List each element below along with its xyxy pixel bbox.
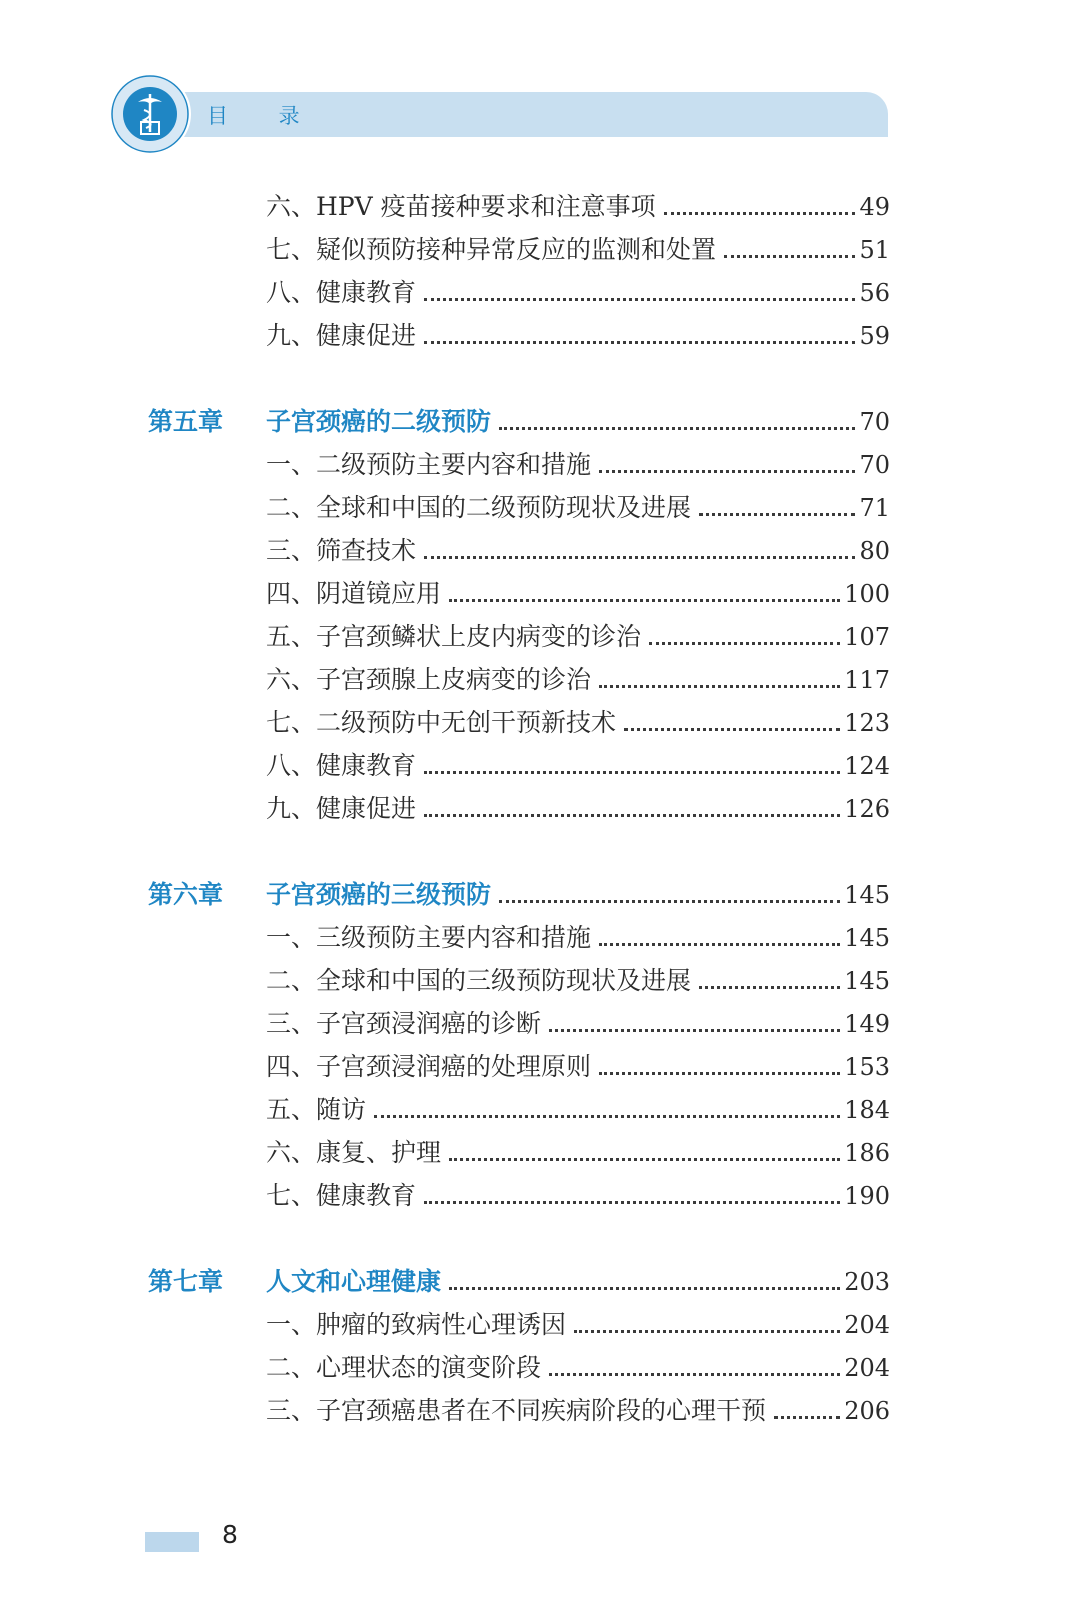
entry-page-number: 206	[844, 1397, 890, 1425]
entry-title: 六、子宫颈腺上皮病变的诊治	[266, 665, 592, 694]
entry-page-number: 203	[844, 1268, 890, 1296]
toc-entry[interactable]	[266, 660, 890, 700]
entry-title: 三、子宫颈浸润癌的诊断	[266, 1009, 542, 1038]
dot-leader	[724, 255, 855, 258]
entry-page-number: 145	[844, 924, 890, 952]
entry-title: 八、健康教育	[266, 278, 417, 307]
entry-title: 二、全球和中国的二级预防现状及进展	[266, 493, 692, 522]
dot-leader	[424, 298, 855, 301]
entry-page-number: 107	[844, 623, 890, 651]
dot-leader	[599, 943, 840, 946]
entry-title: 九、健康促进	[266, 794, 417, 823]
entry-page-number: 100	[844, 580, 890, 608]
entry-page-number: 124	[844, 752, 890, 780]
dot-leader	[424, 814, 840, 817]
entry-page-number: 153	[844, 1053, 890, 1081]
toc-entry[interactable]	[266, 1305, 890, 1345]
dot-leader	[549, 1029, 840, 1032]
dot-leader	[424, 1201, 840, 1204]
entry-page-number: 56	[859, 279, 890, 307]
dot-leader	[664, 212, 856, 215]
dot-leader	[774, 1416, 840, 1419]
entry-title: 三、筛查技术	[266, 536, 417, 565]
entry-title: 一、三级预防主要内容和措施	[266, 923, 592, 952]
toc-entry[interactable]	[266, 488, 890, 528]
toc-chapter-entry[interactable]	[148, 1262, 890, 1302]
entry-title: 二、全球和中国的三级预防现状及进展	[266, 966, 692, 995]
toc-entry[interactable]	[266, 316, 890, 356]
dot-leader	[449, 1287, 840, 1290]
entry-title: 四、子宫颈浸润癌的处理原则	[266, 1052, 592, 1081]
chapter-number: 第七章	[148, 1267, 224, 1296]
toc-entry[interactable]	[266, 574, 890, 614]
entry-page-number: 117	[844, 666, 890, 694]
entry-page-number: 186	[844, 1139, 890, 1167]
toc-entry[interactable]	[266, 1090, 890, 1130]
entry-title: 一、肿瘤的致病性心理诱因	[266, 1310, 567, 1339]
toc-entry[interactable]	[266, 1047, 890, 1087]
toc-entry[interactable]	[266, 1391, 890, 1431]
dot-leader	[499, 900, 840, 903]
dot-leader	[449, 599, 840, 602]
toc-entry[interactable]	[266, 703, 890, 743]
toc-entry[interactable]	[266, 961, 890, 1001]
page-number: 8	[222, 1520, 238, 1549]
toc-chapter-entry[interactable]	[148, 875, 890, 915]
entry-title: 子宫颈癌的二级预防	[266, 407, 492, 436]
entry-page-number: 145	[844, 967, 890, 995]
dot-leader	[599, 685, 840, 688]
entry-page-number: 71	[859, 494, 890, 522]
entry-page-number: 149	[844, 1010, 890, 1038]
entry-title: 五、子宫颈鳞状上皮内病变的诊治	[266, 622, 642, 651]
entry-title: 二、心理状态的演变阶段	[266, 1353, 542, 1382]
entry-page-number: 49	[859, 193, 890, 221]
dot-leader	[599, 1072, 840, 1075]
entry-page-number: 70	[859, 408, 890, 436]
medical-emblem-icon	[108, 72, 192, 156]
chapter-number: 第五章	[148, 407, 224, 436]
entry-title: 四、阴道镜应用	[266, 579, 442, 608]
toc-entry[interactable]	[266, 230, 890, 270]
dot-leader	[449, 1158, 840, 1161]
entry-title: 六、康复、护理	[266, 1138, 442, 1167]
dot-leader	[599, 470, 855, 473]
entry-page-number: 80	[859, 537, 890, 565]
entry-page-number: 204	[844, 1354, 890, 1382]
entry-title: 一、二级预防主要内容和措施	[266, 450, 592, 479]
footer-band	[145, 1532, 199, 1552]
page-header-title: 目 录	[207, 104, 322, 128]
toc-entry[interactable]	[266, 187, 890, 227]
dot-leader	[699, 513, 855, 516]
entry-page-number: 204	[844, 1311, 890, 1339]
entry-page-number: 51	[859, 236, 890, 264]
entry-page-number: 123	[844, 709, 890, 737]
dot-leader	[574, 1330, 840, 1333]
entry-title: 子宫颈癌的三级预防	[266, 880, 492, 909]
dot-leader	[649, 642, 840, 645]
dot-leader	[374, 1115, 840, 1118]
entry-title: 五、随访	[266, 1095, 367, 1124]
dot-leader	[424, 771, 840, 774]
dot-leader	[549, 1373, 840, 1376]
entry-page-number: 126	[844, 795, 890, 823]
toc-entry[interactable]	[266, 445, 890, 485]
entry-title: 七、二级预防中无创干预新技术	[266, 708, 617, 737]
toc-entry[interactable]	[266, 1133, 890, 1173]
entry-title: 八、健康教育	[266, 751, 417, 780]
entry-page-number: 145	[844, 881, 890, 909]
toc-entry[interactable]	[266, 617, 890, 657]
entry-title: 九、健康促进	[266, 321, 417, 350]
toc-chapter-entry[interactable]	[148, 402, 890, 442]
entry-page-number: 59	[859, 322, 890, 350]
toc-entry[interactable]	[266, 1176, 890, 1216]
entry-title: 六、HPV 疫苗接种要求和注意事项	[266, 192, 656, 221]
toc-entry[interactable]	[266, 531, 890, 571]
toc-entry[interactable]	[266, 918, 890, 958]
entry-page-number: 190	[844, 1182, 890, 1210]
entry-page-number: 70	[859, 451, 890, 479]
entry-title: 人文和心理健康	[266, 1267, 442, 1296]
toc-entry[interactable]	[266, 1004, 890, 1044]
dot-leader	[624, 728, 840, 731]
toc-entry[interactable]	[266, 789, 890, 829]
toc-entry[interactable]	[266, 746, 890, 786]
entry-title: 七、疑似预防接种异常反应的监测和处置	[266, 235, 717, 264]
dot-leader	[424, 341, 855, 344]
dot-leader	[499, 427, 855, 430]
toc-entry[interactable]	[266, 1348, 890, 1388]
entry-title: 七、健康教育	[266, 1181, 417, 1210]
entry-title: 三、子宫颈癌患者在不同疾病阶段的心理干预	[266, 1396, 767, 1425]
dot-leader	[424, 556, 855, 559]
chapter-number: 第六章	[148, 880, 224, 909]
dot-leader	[699, 986, 840, 989]
entry-page-number: 184	[844, 1096, 890, 1124]
toc-entry[interactable]	[266, 273, 890, 313]
